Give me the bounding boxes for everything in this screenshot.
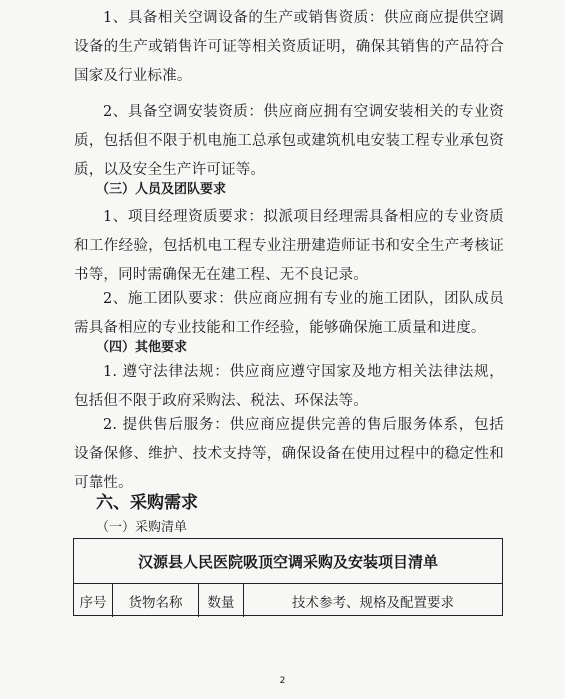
table-header-row [74,584,502,617]
procurement-table [73,538,503,616]
heading-team: （三）人员及团队要求 [96,182,227,197]
header-quantity: 数量 [199,584,244,617]
section-heading: 六、采购需求 [96,493,198,513]
header-spec: 技术参考、规格及配置要求 [292,594,454,611]
header-goods-name: 货物名称 [113,584,199,617]
paragraph-5: 1. 遵守法律法规：供应商应遵守国家及地方相关法律法规，包括但不限于政府采购法、税法、环保法等。 [74,364,504,409]
page-number: 2 [279,676,286,686]
paragraph-6: 2. 提供售后服务：供应商应提供完善的售后服务体系，包括设备保修、维护、技术支持等，确保设备在使用过程中的稳定性和可靠性。 [74,417,504,491]
table-title: 汉源县人民医院吸顶空调采购及安装项目清单 [74,539,502,584]
paragraph-1: 1、具备相关空调设备的生产或销售资质：供应商应提供空调设备的生产或销售许可证等相关资质证明，确保其销售的产品符合国家及行业标准。 [74,10,504,84]
heading-other: （四）其他要求 [96,340,188,355]
paragraph-2: 2、具备空调安装资质：供应商应拥有空调安装相关的专业资质，包括但不限于机电施工总承包或建筑机电安装工程专业承包资质，以及安全生产许可证等。 [74,104,504,178]
heading-list: （一）采购清单 [96,520,188,535]
paragraph-4: 2、施工团队要求：供应商应拥有专业的施工团队，团队成员需具备相应的专业技能和工作经验，能够确保施工质量和进度。 [74,291,504,336]
header-index: 序号 [74,584,113,617]
paragraph-3: 1、项目经理资质要求：拟派项目经理需具备相应的专业资质和工作经验，包括机电工程专业注册建造师证书和安全生产考核证书等，同时需确保无在建工程、无不良记录。 [74,209,504,283]
